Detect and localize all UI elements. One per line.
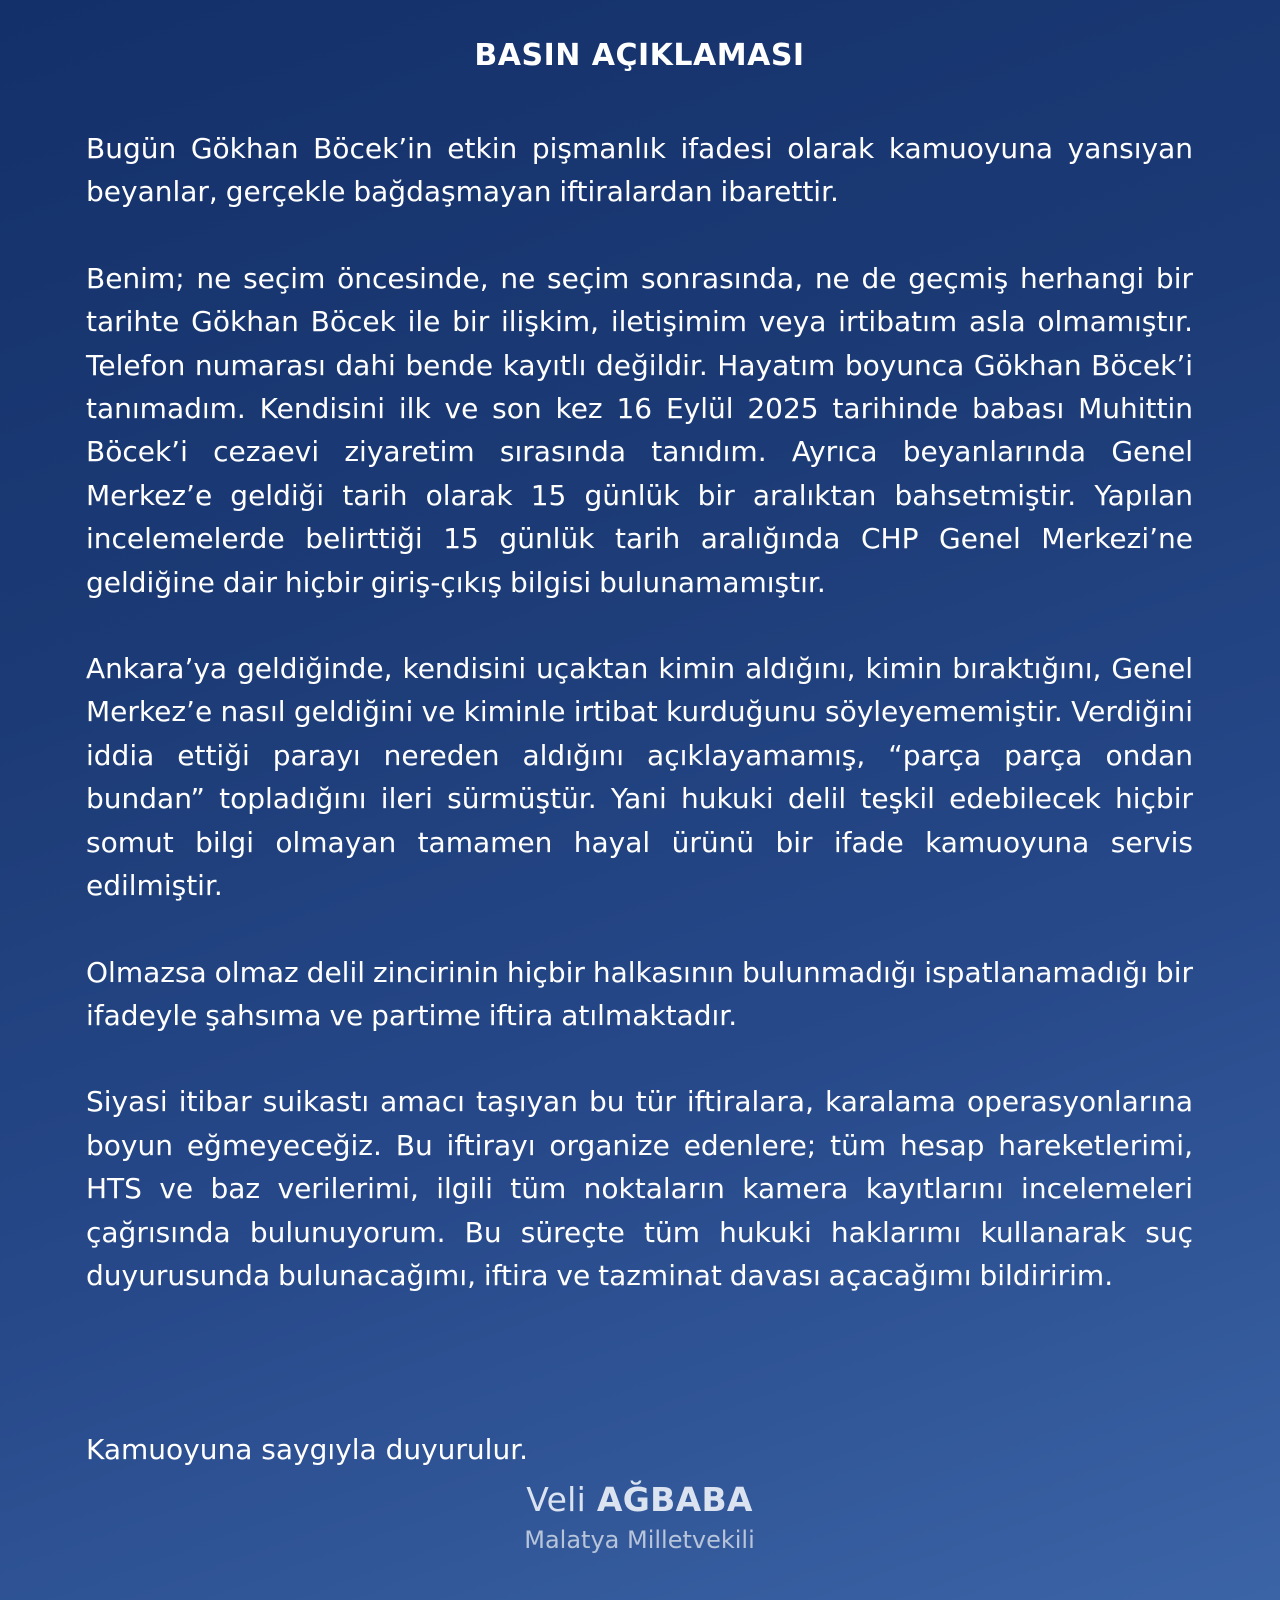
press-release-title: BASIN AÇIKLAMASI <box>474 38 805 73</box>
signature-first-name: Veli <box>526 1480 587 1519</box>
signature-name <box>86 1478 1193 1522</box>
closing-line: Kamuoyuna saygıyla duyurulur. <box>86 1433 529 1466</box>
paragraph-3: Ankara’ya geldiğinde, kendisini uçaktan kimin aldığını, kimin bıraktığını, Genel Merkez’e nasıl geldiğini ve kiminle irtibat kurduğunu söyleyememiştir. Verdiğini iddia ettiği parayı nereden aldığını açıklayamamış, “parça parça ondan bundan” topladığını ileri sürmüştür. Yani hukuki delil teşkil edebilecek hiçbir somut bilgi olmayan tamamen hayal ürünü bir ifade kamuoyuna servis edilmiştir. <box>86 652 1193 903</box>
paragraph-5: Siyasi itibar suikastı amacı taşıyan bu tür iftiralara, karalama operasyonlarına boyun eğmeyeceğiz. Bu iftirayı organize edenlere; tüm hesap hareketlerimi, HTS ve baz verilerimi, ilgili tüm noktaların kamera kayıtlarını incelemeleri çağrısında bulunuyorum. Bu süreçte tüm hukuki haklarımı kullanarak suç duyurusunda bulunacağımı, iftira ve tazminat davası açacağımı bildiririm. <box>86 1085 1193 1292</box>
signature-role: Malatya Milletvekili <box>524 1526 755 1554</box>
press-release-page <box>86 0 1193 1600</box>
signature-block <box>86 1478 1193 1556</box>
signature-last-name: AĞBABA <box>596 1480 753 1519</box>
press-release-body <box>86 127 1193 1340</box>
paragraph-1: Bugün Gökhan Böcek’in etkin pişmanlık ifadesi olarak kamuoyuna yansıyan beyanlar, gerçekle bağdaşmayan iftiralardan ibarettir. <box>86 132 1193 209</box>
paragraph-2: Benim; ne seçim öncesinde, ne seçim sonrasında, ne de geçmiş herhangi bir tarihte Gökhan Böcek ile bir ilişkim, iletişimim veya irtibatım asla olmamıştır. Telefon numarası dahi bende kayıtlı değildir. Hayatım boyunca Gökhan Böcek’i tanımadım. Kendisini ilk ve son kez 16 Eylül 2025 tarihinde babası Muhittin Böcek’i cezaevi ziyaretim sırasında tanıdım. Ayrıca beyanlarında Genel Merkez’e geldiği tarih olarak 15 günlük bir aralıktan bahsetmiştir. Yapılan incelemelerde belirttiği 15 günlük tarih aralığında CHP Genel Merkezi’ne geldiğine dair hiçbir giriş-çıkış bilgisi bulunamamıştır. <box>86 261 1193 599</box>
paragraph-4: Olmazsa olmaz delil zincirinin hiçbir halkasının bulunmadığı ispatlanamadığı bir ifadeyle şahsıma ve partime iftira atılmaktadır. <box>86 955 1193 1032</box>
